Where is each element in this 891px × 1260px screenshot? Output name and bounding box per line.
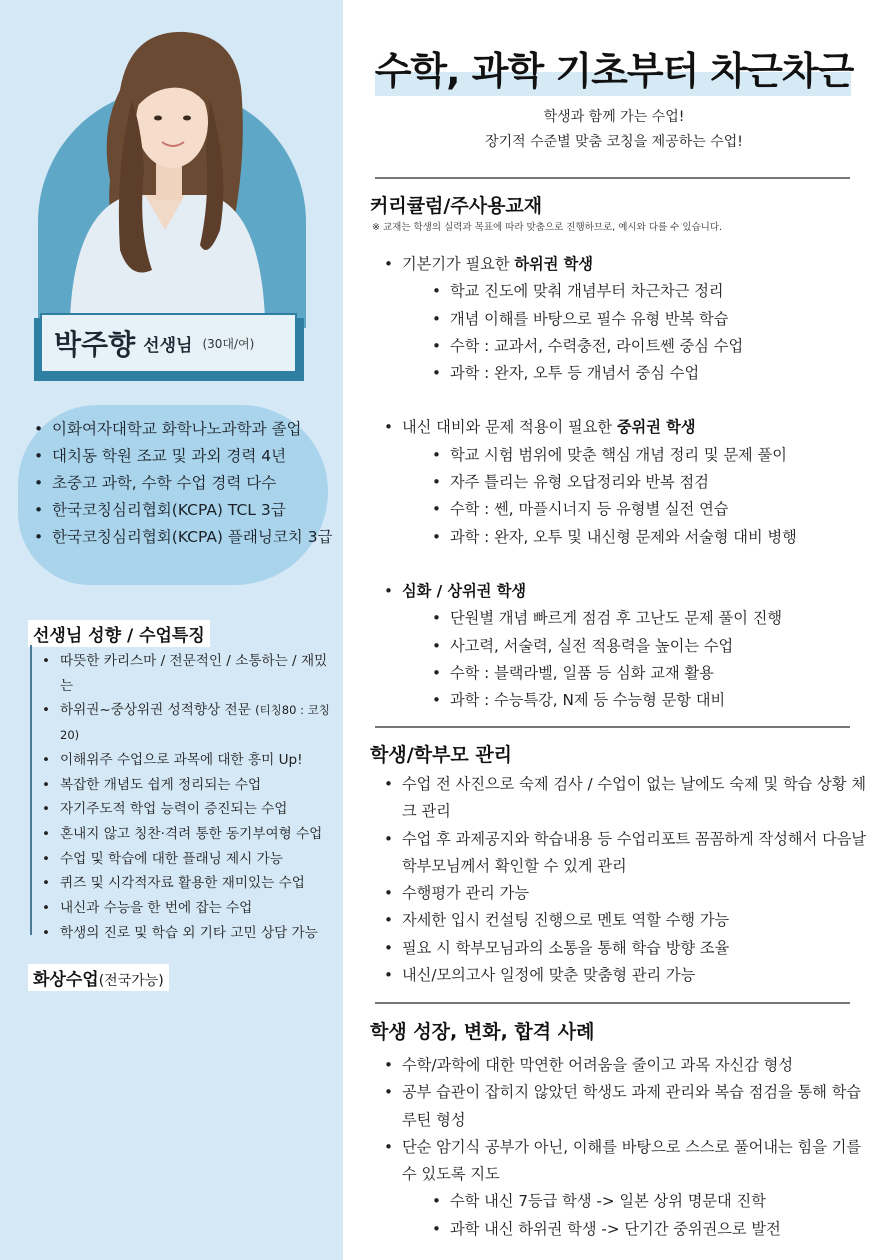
trait-item: • 하위권~중상위권 성적향상 전문 (티칭80 : 코칭 20) bbox=[36, 698, 336, 747]
traits-divider bbox=[30, 645, 32, 935]
management-item: • 수업 전 사진으로 숙제 검사 / 수업이 없는 날에도 숙제 및 학습 상황 체크 관리 bbox=[378, 771, 868, 826]
curriculum-group-title: • 심화 / 상위권 학생 bbox=[378, 578, 868, 605]
management-item: • 수업 후 과제공지와 학습내용 등 수업리포트 꼼꼼하게 작성해서 다음날 학부모님께서 확인할 수 있게 관리 bbox=[378, 826, 868, 881]
trait-item: • 자기주도적 학업 능력이 증진되는 수업 bbox=[36, 797, 336, 822]
credential-item: • 한국코칭심리협회(KCPA) 플래닝코치 3급 bbox=[28, 524, 333, 551]
curriculum-item: • 수학 : 교과서, 수력충전, 라이트쎈 중심 수업 bbox=[378, 333, 868, 360]
curriculum-group-title: • 기본기가 필요한 하위권 학생 bbox=[378, 251, 868, 278]
management-item: • 수행평가 관리 가능 bbox=[378, 880, 868, 907]
page-title: 수학, 과학 기초부터 차근차근 bbox=[374, 49, 854, 93]
name-box bbox=[40, 313, 297, 373]
curriculum-heading: 커리큘럼/주사용교재 bbox=[370, 195, 543, 217]
trait-item: • 내신과 수능을 한 번에 잡는 수업 bbox=[36, 896, 336, 921]
credential-item: • 한국코칭심리협회(KCPA) TCL 3급 bbox=[28, 497, 333, 524]
growth-heading: 학생 성장, 변화, 합격 사례 bbox=[370, 1021, 595, 1043]
online-class-note: (전국가능) bbox=[98, 973, 164, 989]
trait-item: • 혼내지 않고 칭찬·격려 통한 동기부여형 수업 bbox=[36, 822, 336, 847]
trait-item: • 따뜻한 카리스마 / 전문적인 / 소통하는 / 재밌는 bbox=[36, 649, 336, 698]
curriculum-note: ※ 교재는 학생의 실력과 목표에 따라 맞춤으로 진행하므로, 예시와 다를 수 있습니다. bbox=[372, 222, 723, 233]
curriculum-item: • 수학 : 블랙라벨, 일품 등 심화 교재 활용 bbox=[378, 660, 868, 687]
trait-item: • 복잡한 개념도 쉽게 정리되는 수업 bbox=[36, 773, 336, 798]
credential-item: • 이화여자대학교 화학나노과학과 졸업 bbox=[28, 416, 333, 443]
subtitle-line-2: 장기적 수준별 맞춤 코칭을 제공하는 수업! bbox=[485, 134, 743, 150]
curriculum-item: • 사고력, 서술력, 실전 적용력을 높이는 수업 bbox=[378, 633, 868, 660]
trait-item: • 학생의 진로 및 학습 외 기타 고민 상담 가능 bbox=[36, 921, 336, 946]
online-class-label: 화상수업(전국가능) bbox=[28, 964, 169, 991]
traits-heading: 선생님 성향 / 수업특징 bbox=[28, 620, 210, 647]
trait-item: • 수업 및 학습에 대한 플래닝 제시 가능 bbox=[36, 847, 336, 872]
curriculum-item: • 개념 이해를 바탕으로 필수 유형 반복 학습 bbox=[378, 306, 868, 333]
section-divider bbox=[375, 1002, 850, 1004]
credentials-list bbox=[28, 416, 333, 551]
management-item: • 내신/모의고사 일정에 맞춘 맞춤형 관리 가능 bbox=[378, 962, 868, 989]
curriculum-item: • 수학 : 쎈, 마플시너지 등 유형별 실전 연습 bbox=[378, 496, 868, 523]
credential-item: • 초중고 과학, 수학 수업 경력 다수 bbox=[28, 470, 333, 497]
growth-case: • 수학 내신 7등급 학생 -> 일본 상위 명문대 진학 bbox=[378, 1188, 868, 1215]
curriculum-item: • 과학 : 완자, 오투 및 내신형 문제와 서술형 대비 병행 bbox=[378, 524, 868, 551]
growth-list bbox=[378, 1052, 868, 1243]
management-heading: 학생/학부모 관리 bbox=[370, 744, 513, 766]
subtitle-line-1: 학생과 함께 가는 수업! bbox=[543, 109, 685, 125]
management-item: • 필요 시 학부모님과의 소통을 통해 학습 방향 조율 bbox=[378, 935, 868, 962]
curriculum-list bbox=[378, 251, 868, 714]
teacher-photo bbox=[60, 30, 270, 318]
growth-item: • 단순 암기식 공부가 아닌, 이해를 바탕으로 스스로 풀어내는 힘을 기를 수 있도록 지도 bbox=[378, 1134, 868, 1189]
trait-item: • 이해위주 수업으로 과목에 대한 흥미 Up! bbox=[36, 748, 336, 773]
curriculum-item: • 단원별 개념 빠르게 점검 후 고난도 문제 풀이 진행 bbox=[378, 605, 868, 632]
management-list bbox=[378, 771, 868, 989]
teacher-title: 선생님 bbox=[143, 335, 193, 356]
curriculum-item: • 과학 : 완자, 오투 등 개념서 중심 수업 bbox=[378, 360, 868, 387]
teacher-age: (30대/여) bbox=[202, 336, 255, 351]
trait-note: (티칭80 : 코칭 20) bbox=[60, 703, 330, 743]
credential-item: • 대치동 학원 조교 및 과외 경력 4년 bbox=[28, 443, 333, 470]
curriculum-item: • 과학 : 수능특강, N제 등 수능형 문항 대비 bbox=[378, 687, 868, 714]
traits-list bbox=[36, 649, 336, 945]
curriculum-item: • 학교 시험 범위에 맞춘 핵심 개념 정리 및 문제 풀이 bbox=[378, 442, 868, 469]
teacher-name: 박주향 bbox=[54, 328, 136, 361]
growth-item: • 공부 습관이 잡히지 않았던 학생도 과제 관리와 복습 점검을 통해 학습 루틴 형성 bbox=[378, 1079, 868, 1134]
section-divider bbox=[375, 177, 850, 179]
management-item: • 자세한 입시 컨설팅 진행으로 멘토 역할 수행 가능 bbox=[378, 907, 868, 934]
curriculum-group-title: • 내신 대비와 문제 적용이 필요한 중위권 학생 bbox=[378, 414, 868, 441]
curriculum-item: • 자주 틀리는 유형 오답정리와 반복 점검 bbox=[378, 469, 868, 496]
curriculum-item: • 학교 진도에 맞춰 개념부터 차근차근 정리 bbox=[378, 278, 868, 305]
trait-item: • 퀴즈 및 시각적자료 활용한 재미있는 수업 bbox=[36, 871, 336, 896]
section-divider bbox=[375, 726, 850, 728]
growth-item: • 수학/과학에 대한 막연한 어려움을 줄이고 과목 자신감 형성 bbox=[378, 1052, 868, 1079]
growth-case: • 과학 내신 하위권 학생 -> 단기간 중위권으로 발전 bbox=[378, 1216, 868, 1243]
